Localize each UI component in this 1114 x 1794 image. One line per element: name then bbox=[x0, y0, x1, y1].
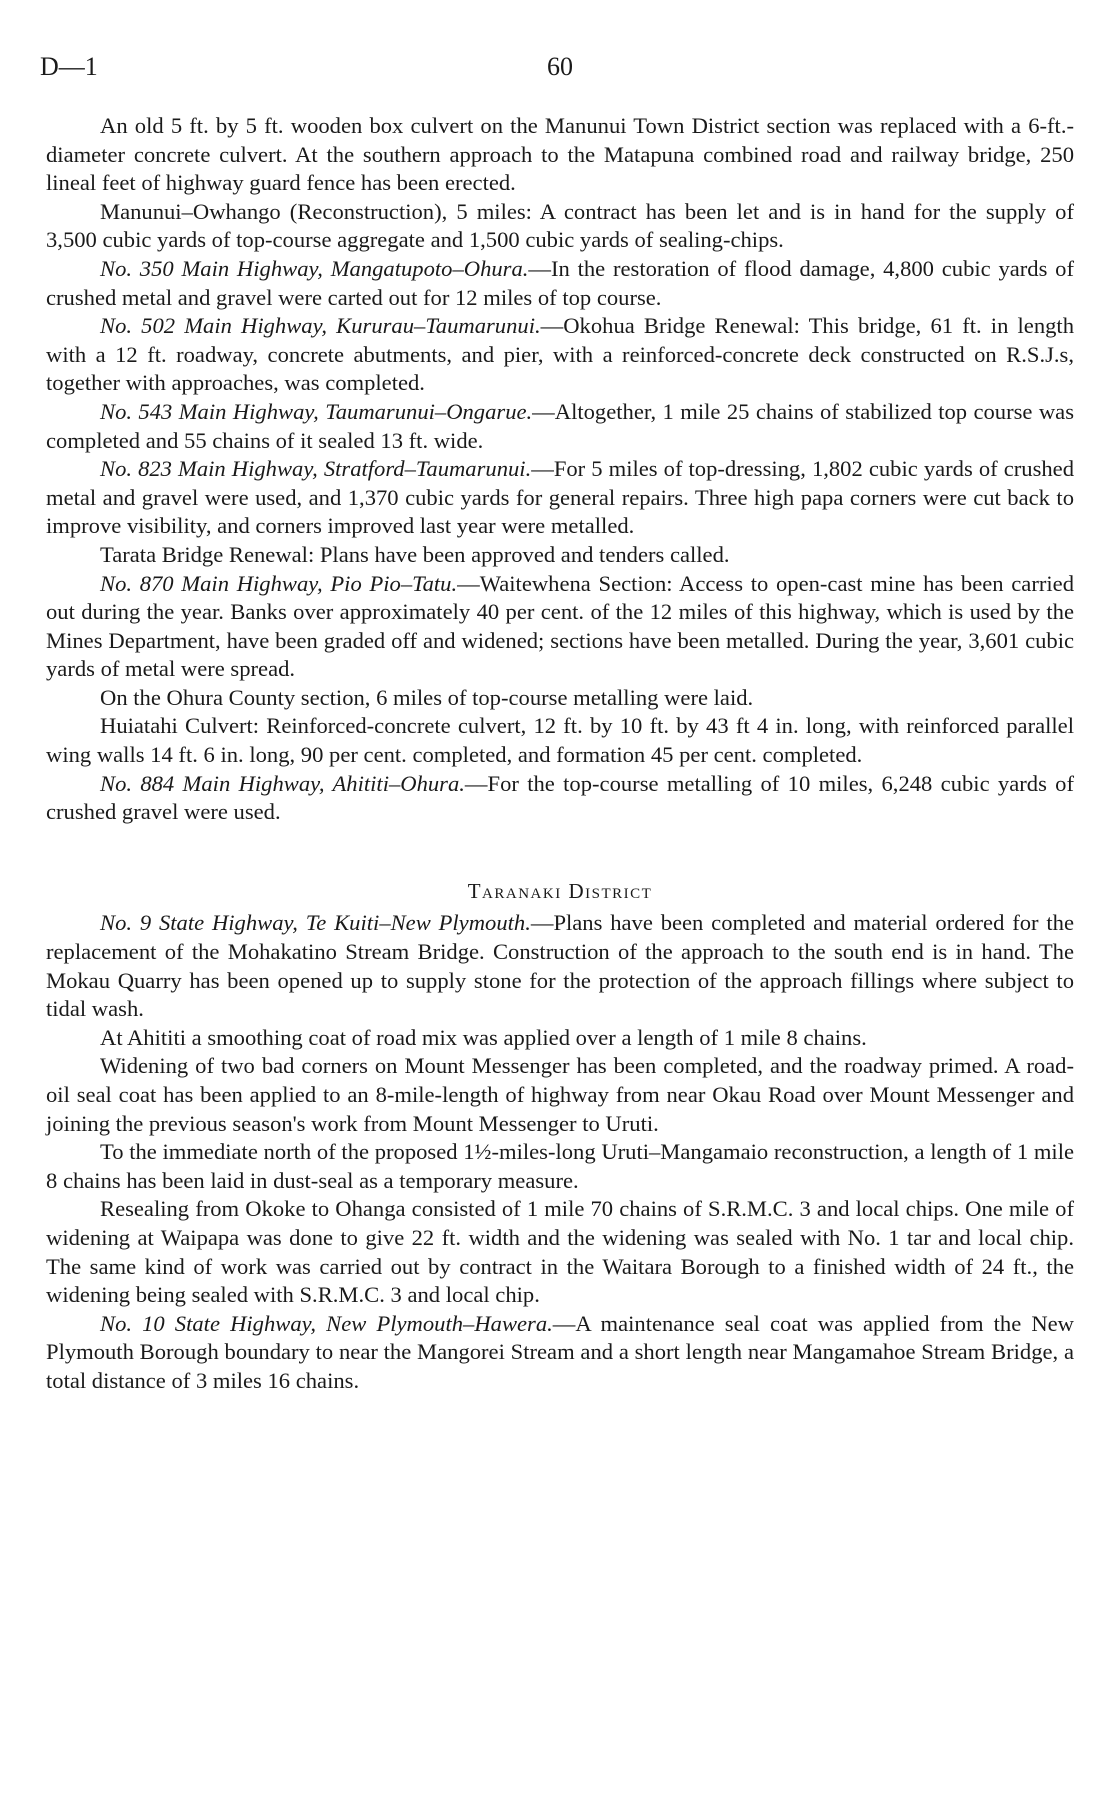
paragraph-text: To the immediate north of the proposed 1½-miles-long Uruti–Mangamaio reconstruction, a length of 1 mile 8 chains has been laid in dust-seal as a temporary measure. bbox=[46, 1139, 1074, 1193]
paragraph bbox=[46, 712, 1074, 769]
document-reference: D—1 bbox=[40, 52, 98, 81]
paragraph-text: —Waitewhena Section: Access to open-cast mine has been carried out during the year. Banks over approximately 40 per cent. of the 12 miles of this highway, which is used by the Mines Department, have been graded off and widened; sections have been metalled. During the year, 3,601 cubic yards of metal were spread. bbox=[46, 570, 1074, 682]
highway-title: No. 543 Main Highway, Taumarunui–Ongarue. bbox=[100, 398, 533, 424]
paragraph bbox=[46, 1052, 1074, 1138]
paragraph bbox=[46, 1310, 1074, 1396]
paragraph-text: —In the restoration of flood damage, 4,800 cubic yards of crushed metal and gravel were carted out for 12 miles of top course. bbox=[46, 255, 1074, 310]
page-header bbox=[40, 52, 1080, 92]
paragraph bbox=[46, 198, 1074, 255]
highway-title: No. 884 Main Highway, Ahititi–Ohura. bbox=[100, 770, 465, 796]
paragraph-text: —Okohua Bridge Renewal: This bridge, 61 ft. in length with a 12 ft. roadway, concrete abutments, and pier, with a reinforced-concrete deck constructed on R.S.J.s, together with approaches, was completed. bbox=[46, 313, 1074, 396]
highway-title: No. 350 Main Highway, Mangatupoto–Ohura. bbox=[100, 255, 529, 281]
paragraph-text: At Ahititi a smoothing coat of road mix was applied over a length of 1 mile 8 chains. bbox=[100, 1024, 867, 1050]
paragraph bbox=[46, 398, 1074, 455]
paragraph-text: Huiatahi Culvert: Reinforced-concrete culvert, 12 ft. by 10 ft. by 43 ft 4 in. long, with reinforced parallel wing walls 14 ft. 6 in. long, 90 per cent. completed, and formation 45 per cent. completed. bbox=[46, 713, 1074, 768]
highway-title: No. 870 Main Highway, Pio Pio–Tatu. bbox=[100, 570, 458, 596]
paragraph-text: Widening of two bad corners on Mount Messenger has been completed, and the roadway primed. A road-oil seal coat has been applied to an 8-mile-length of highway from near Okau Road over Mount Messenger and joining the previous season's work from Mount Messenger to Uruti. bbox=[46, 1053, 1074, 1136]
paragraph bbox=[46, 1195, 1074, 1309]
paragraph-text: —For the top-course metalling of 10 miles, 6,248 cubic yards of crushed gravel were used. bbox=[46, 770, 1075, 825]
paragraph-text: Manunui–Owhango (Reconstruction), 5 miles: A contract has been let and is in hand for the supply of 3,500 cubic yards of top-course aggregate and 1,500 cubic yards of sealing-chips. bbox=[46, 198, 1074, 253]
highway-title: No. 9 State Highway, Te Kuiti–New Plymouth. bbox=[100, 910, 531, 936]
paragraph bbox=[46, 312, 1074, 398]
paragraph bbox=[46, 255, 1074, 312]
paragraph bbox=[46, 455, 1074, 541]
paragraph-text: —A maintenance seal coat was applied from the New Plymouth Borough boundary to near the Mangorei Stream and a short length near Mangamahoe Stream Bridge, a total distance of 3 miles 16 chains. bbox=[46, 1310, 1074, 1393]
paragraph-text: Resealing from Okoke to Ohanga consisted of 1 mile 70 chains of S.R.M.C. 3 and local chips. One mile of widening at Waipapa was done to give 22 ft. width and the widening was sealed with No. 1 tar and local chip. The same kind of work was carried out by contract in the Waitara Borough to a finished width of 24 ft., the widening being sealed with S.R.M.C. 3 and local chip. bbox=[46, 1196, 1074, 1308]
paragraph bbox=[46, 541, 1074, 570]
paragraph bbox=[46, 1024, 1074, 1053]
page-body bbox=[46, 112, 1074, 1396]
paragraph-text: —Altogether, 1 mile 25 chains of stabilized top course was completed and 55 chains of it sealed 13 ft. wide. bbox=[46, 398, 1074, 453]
paragraph bbox=[46, 570, 1074, 684]
highway-title: No. 10 State Highway, New Plymouth–Hawera. bbox=[100, 1310, 553, 1336]
paragraph bbox=[46, 1138, 1074, 1195]
paragraph-text: —For 5 miles of top-dressing, 1,802 cubic yards of crushed metal and gravel were used, and 1,370 cubic yards for general repairs. Three high papa corners were cut back to improve visibility, and corners improved last year were metalled. bbox=[46, 456, 1074, 539]
paragraph bbox=[46, 112, 1074, 198]
highway-title: No. 502 Main Highway, Kururau–Taumarunui. bbox=[100, 313, 541, 339]
section-heading: Taranaki District bbox=[467, 878, 653, 903]
paragraph bbox=[46, 770, 1074, 827]
paragraph bbox=[46, 684, 1074, 713]
paragraph bbox=[46, 909, 1074, 1023]
highway-title: No. 823 Main Highway, Stratford–Taumarunui. bbox=[100, 456, 532, 482]
paragraph-text: Tarata Bridge Renewal: Plans have been approved and tenders called. bbox=[100, 541, 730, 567]
paragraph-text: —Plans have been completed and material ordered for the replacement of the Mohakatino Stream Bridge. Construction of the approach to the south end is in hand. The Mokau Quarry has been opened up to supply stone for the protection of the approach fillings where subject to tidal wash. bbox=[46, 910, 1074, 1022]
page-number: 60 bbox=[547, 52, 573, 81]
paragraph-text: On the Ohura County section, 6 miles of top-course metalling were laid. bbox=[100, 684, 754, 710]
paragraph-text: An old 5 ft. by 5 ft. wooden box culvert on the Manunui Town District section was replaced with a 6-ft.-diameter concrete culvert. At the southern approach to the Matapuna combined road and railway bridge, 250 lineal feet of highway guard fence has been erected. bbox=[46, 113, 1074, 196]
